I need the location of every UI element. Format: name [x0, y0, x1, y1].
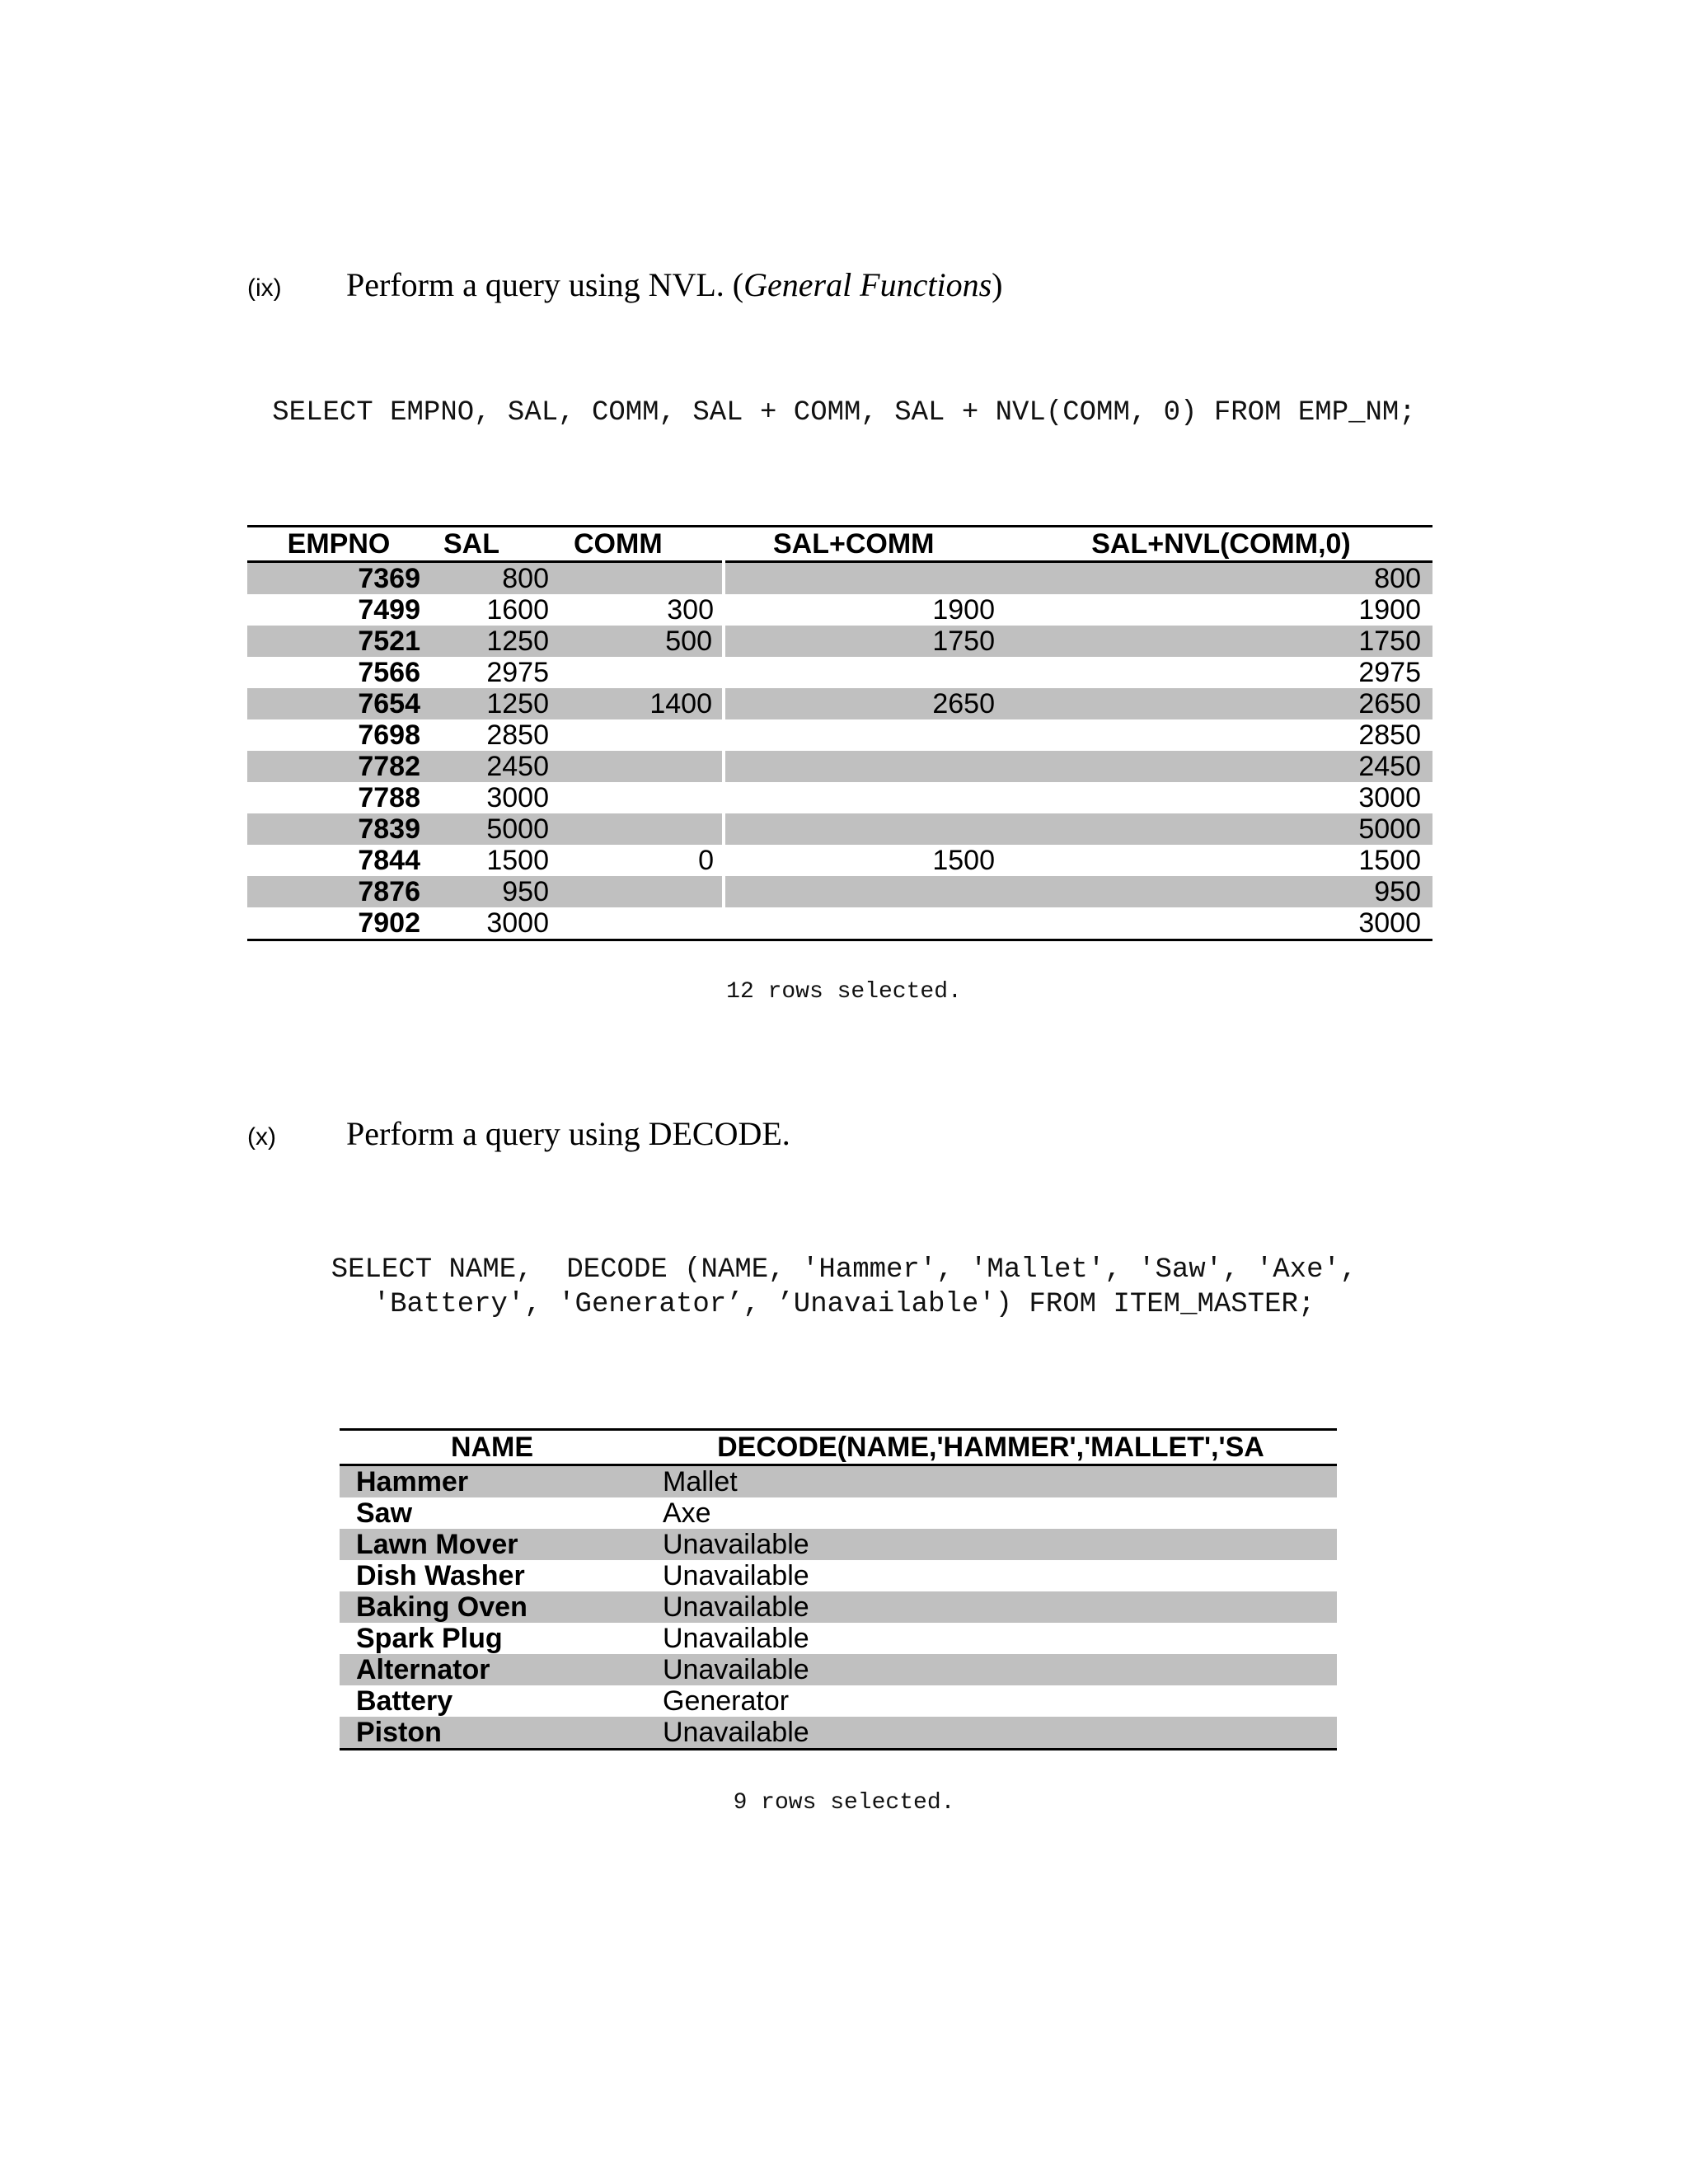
cell-empno: 7566 [358, 657, 420, 688]
column-header-sal-nvl: SAL+NVL(COMM,0) [1010, 527, 1432, 562]
rows-selected-note: 9 rows selected. [733, 1790, 955, 1816]
cell-comm [560, 719, 724, 751]
column-header-comm: COMM [560, 527, 724, 562]
cell-sal-comm [724, 719, 1010, 751]
cell-sal-comm [724, 751, 1010, 782]
section-x-heading [247, 1114, 790, 1153]
cell-comm: 1400 [560, 688, 724, 719]
cell-comm: 300 [667, 594, 714, 626]
table-row [247, 751, 1432, 782]
cell-empno: 7876 [247, 876, 430, 907]
cell-name: Hammer [340, 1465, 645, 1498]
cell-sal: 1250 [430, 688, 560, 719]
column-header-name: NAME [340, 1430, 645, 1465]
cell-sal-comm: 1900 [932, 594, 995, 626]
cell-sal: 5000 [430, 813, 560, 845]
cell-name: Piston [340, 1717, 645, 1750]
cell-comm [560, 876, 724, 907]
table-row [340, 1623, 1337, 1654]
decode-result-table [340, 1428, 1337, 1750]
cell-sal: 800 [430, 562, 560, 595]
cell-empno: 7839 [247, 813, 430, 845]
cell-sal-nvl: 2450 [1010, 751, 1432, 782]
cell-empno: 7499 [358, 594, 420, 626]
cell-empno: 7698 [358, 719, 420, 751]
cell-sal-comm: 1750 [724, 626, 1010, 657]
cell-sal-comm [724, 876, 1010, 907]
table-row [247, 562, 1432, 595]
cell-comm: 0 [698, 845, 714, 876]
table-row [340, 1717, 1337, 1750]
cell-comm [560, 813, 724, 845]
cell-sal-comm: 1500 [932, 845, 995, 876]
cell-decode: Generator [663, 1685, 790, 1717]
cell-empno: 7844 [358, 845, 420, 876]
cell-empno: 7654 [247, 688, 430, 719]
cell-comm [560, 751, 724, 782]
cell-sal-nvl: 1750 [1010, 626, 1432, 657]
table-header-row [340, 1430, 1337, 1465]
cell-name: Lawn Mover [340, 1529, 645, 1560]
column-header-decode: DECODE(NAME,'HAMMER','MALLET','SA [645, 1430, 1337, 1465]
cell-sal: 3000 [486, 907, 549, 939]
column-header-empno: EMPNO [247, 527, 430, 562]
table-row [247, 782, 1432, 813]
cell-comm [560, 907, 724, 940]
cell-sal-nvl: 3000 [1358, 907, 1421, 939]
cell-empno: 7902 [358, 907, 420, 939]
cell-name: Saw [356, 1497, 413, 1529]
cell-comm [560, 562, 724, 595]
cell-sal-nvl: 1500 [1358, 845, 1421, 876]
column-header-sal-comm: SAL+COMM [724, 527, 1010, 562]
cell-comm: 500 [560, 626, 724, 657]
table-row [340, 1529, 1337, 1560]
table-row [247, 594, 1432, 626]
cell-empno: 7782 [247, 751, 430, 782]
table-row [247, 719, 1432, 751]
table-row [247, 688, 1432, 719]
section-title: Perform a query using NVL. (General Functions) [346, 266, 1003, 303]
cell-empno: 7369 [247, 562, 430, 595]
cell-decode: Unavailable [663, 1560, 809, 1591]
cell-sal-comm [724, 813, 1010, 845]
section-number: (ix) [247, 274, 282, 302]
cell-name: Battery [356, 1685, 453, 1717]
sql-query-nvl: SELECT EMPNO, SAL, COMM, SAL + COMM, SAL + NVL(COMM, 0) FROM EMP_NM; [272, 397, 1416, 429]
cell-sal: 1600 [486, 594, 549, 626]
cell-decode: Unavailable [645, 1591, 1337, 1623]
table-row [340, 1591, 1337, 1623]
cell-sal: 2975 [486, 657, 549, 688]
cell-sal-nvl: 950 [1010, 876, 1432, 907]
cell-sal-comm [724, 782, 1010, 813]
cell-sal-nvl: 5000 [1010, 813, 1432, 845]
cell-decode: Mallet [645, 1465, 1337, 1498]
cell-sal-comm [724, 562, 1010, 595]
cell-name: Spark Plug [356, 1623, 503, 1654]
table-header-row [247, 527, 1432, 562]
section-title: Perform a query using DECODE. [346, 1115, 790, 1152]
table-row [247, 657, 1432, 688]
table-row [247, 813, 1432, 845]
cell-sal-nvl: 2850 [1358, 719, 1421, 751]
section-number: (x) [247, 1123, 276, 1151]
table-row [247, 626, 1432, 657]
cell-sal-nvl: 1900 [1358, 594, 1421, 626]
cell-decode: Unavailable [645, 1654, 1337, 1685]
section-ix-heading [247, 265, 1003, 304]
cell-comm [560, 782, 724, 813]
cell-decode: Unavailable [663, 1623, 809, 1654]
cell-sal-comm [724, 907, 1010, 940]
cell-decode: Unavailable [645, 1717, 1337, 1750]
cell-decode: Axe [663, 1497, 711, 1529]
nvl-result-table [247, 525, 1432, 941]
column-header-sal: SAL [430, 527, 560, 562]
cell-sal-nvl: 2975 [1358, 657, 1421, 688]
table-row [340, 1560, 1337, 1591]
table-row [340, 1497, 1337, 1529]
cell-sal: 2450 [430, 751, 560, 782]
sql-query-decode: SELECT NAME, DECODE (NAME, 'Hammer', 'Mallet', 'Saw', 'Axe', 'Battery', 'Generator’, ’Unavailable') FROM ITEM_MASTER; [331, 1254, 1357, 1320]
cell-sal-comm [724, 657, 1010, 688]
cell-decode: Unavailable [645, 1529, 1337, 1560]
table-row [340, 1685, 1337, 1717]
cell-name: Alternator [340, 1654, 645, 1685]
cell-empno: 7521 [247, 626, 430, 657]
table-row [247, 907, 1432, 940]
cell-name: Dish Washer [356, 1560, 525, 1591]
cell-name: Baking Oven [340, 1591, 645, 1623]
cell-sal-nvl: 800 [1010, 562, 1432, 595]
cell-sal-nvl: 3000 [1358, 782, 1421, 813]
table-row [340, 1654, 1337, 1685]
table-row [247, 845, 1432, 876]
cell-sal: 2850 [486, 719, 549, 751]
cell-sal-comm: 2650 [724, 688, 1010, 719]
cell-comm [560, 657, 724, 688]
cell-sal: 1500 [486, 845, 549, 876]
cell-sal: 950 [430, 876, 560, 907]
cell-sal: 1250 [430, 626, 560, 657]
table-row [340, 1465, 1337, 1498]
cell-sal-nvl: 2650 [1010, 688, 1432, 719]
cell-empno: 7788 [358, 782, 420, 813]
cell-sal: 3000 [486, 782, 549, 813]
table-row [247, 876, 1432, 907]
rows-selected-note: 12 rows selected. [726, 979, 962, 1005]
